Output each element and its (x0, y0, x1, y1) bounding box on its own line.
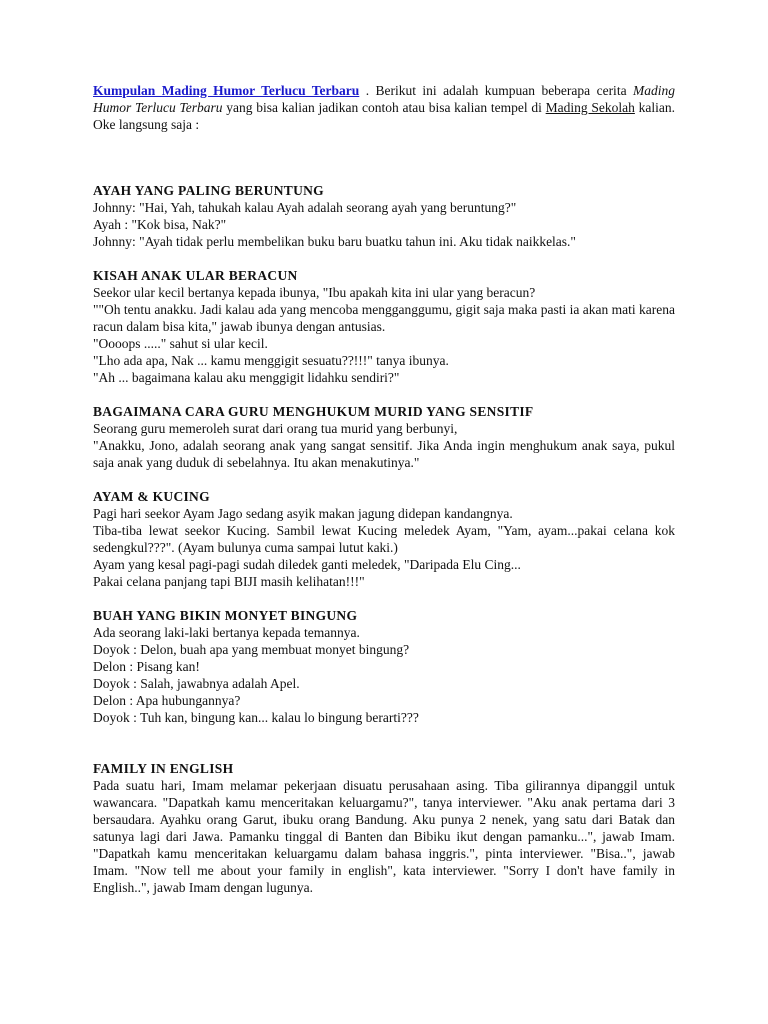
story-line: ""Oh tentu anakku. Jadi kalau ada yang mencoba mengganggumu, gigit saja maka pasti ia akan mati karena racun dalam bisa kita," jawab ibunya dengan antusias. (93, 302, 675, 334)
story-title: BUAH YANG BIKIN MONYET BINGUNG (93, 608, 358, 623)
intro-text-3: kalian. Oke langsung saja : (93, 100, 675, 132)
intro-text-1: . Berikut ini adalah kumpuan beberapa cerita (359, 83, 633, 98)
story-title: KISAH ANAK ULAR BERACUN (93, 268, 298, 283)
story-title: FAMILY IN ENGLISH (93, 761, 234, 776)
story-line: "Ah ... bagaimana kalau aku menggigit lidahku sendiri?" (93, 370, 400, 385)
story-line: "Lho ada apa, Nak ... kamu menggigit sesuatu??!!!" tanya ibunya. (93, 353, 449, 368)
story-ayam-kucing (93, 488, 675, 590)
story-line: Ayah : "Kok bisa, Nak?" (93, 217, 227, 232)
story-line: Delon : Apa hubungannya? (93, 693, 241, 708)
document-page (93, 82, 675, 913)
story-ular (93, 267, 675, 386)
story-line: Seekor ular kecil bertanya kepada ibunya, "Ibu apakah kita ini ular yang beracun? (93, 285, 536, 300)
story-line: Doyok : Tuh kan, bingung kan... kalau lo bingung berarti??? (93, 710, 419, 725)
story-ayah (93, 182, 675, 250)
story-line: "Oooops ....." sahut si ular kecil. (93, 336, 268, 351)
story-title: AYAM & KUCING (93, 489, 210, 504)
story-guru (93, 403, 675, 471)
intro-text-2: yang bisa kalian jadikan contoh atau bisa kalian tempel di (222, 100, 546, 115)
story-line: Doyok : Delon, buah apa yang membuat monyet bingung? (93, 642, 410, 657)
story-line: Johnny: "Ayah tidak perlu membelikan buku baru buatku tahun ini. Aku tidak naikkelas." (93, 234, 576, 249)
story-line: Delon : Pisang kan! (93, 659, 200, 674)
intro-link[interactable]: Kumpulan Mading Humor Terlucu Terbaru (93, 83, 360, 98)
intro-underlined-text: Mading Sekolah (545, 100, 635, 115)
story-monyet (93, 607, 675, 726)
story-line: Johnny: "Hai, Yah, tahukah kalau Ayah adalah seorang ayah yang beruntung?" (93, 200, 517, 215)
story-line: Pagi hari seekor Ayam Jago sedang asyik makan jagung didepan kandangnya. (93, 506, 513, 521)
story-title: AYAH YANG PALING BERUNTUNG (93, 183, 324, 198)
intro-italic-title: Mading Humor Terlucu Terbaru (93, 83, 675, 115)
intro-paragraph (93, 82, 675, 133)
story-line: Tiba-tiba lewat seekor Kucing. Sambil lewat Kucing meledek Ayam, "Yam, ayam...pakai celana kok sedengkul???". (Ayam bulunya cuma sampai lutut kaki.) (93, 523, 675, 555)
story-line: Seorang guru memeroleh surat dari orang tua murid yang berbunyi, (93, 421, 458, 436)
story-line: Pakai celana panjang tapi BIJI masih kelihatan!!!" (93, 574, 365, 589)
story-line: Ada seorang laki-laki bertanya kepada temannya. (93, 625, 360, 640)
story-line: Doyok : Salah, jawabnya adalah Apel. (93, 676, 300, 691)
story-line: Pada suatu hari, Imam melamar pekerjaan disuatu perusahaan asing. Tiba gilirannya dipanggil untuk wawancara. "Dapatkah kamu menceritakan keluargamu?", tanya interviewer. "Aku anak pertama dari 3 bersaudara. Ayahku orang Garut, ibuku orang Bandung. Aku punya 2 nenek, yang satu dari Batak dan satunya lagi dari Jawa. Pamanku tinggal di Banten dan Bibiku ikut dengan pamanku...", jawab Imam. "Dapatkah kamu menceritakan keluargamu dalam bahasa inggris.", pinta interviewer. "Bisa..", jawab Imam. "Now tell me about your family in english", kata interviewer. "Sorry I don't have family in English..", jawab Imam dengan lugunya. (93, 778, 675, 895)
story-family (93, 760, 675, 896)
story-line: Ayam yang kesal pagi-pagi sudah diledek ganti meledek, "Daripada Elu Cing... (93, 557, 521, 572)
story-title: BAGAIMANA CARA GURU MENGHUKUM MURID YANG SENSITIF (93, 404, 534, 419)
story-line: "Anakku, Jono, adalah seorang anak yang sangat sensitif. Jika Anda ingin menghukum anak saya, pukul saja anak yang duduk di sebelahnya. Itu akan menakutinya." (93, 438, 675, 470)
